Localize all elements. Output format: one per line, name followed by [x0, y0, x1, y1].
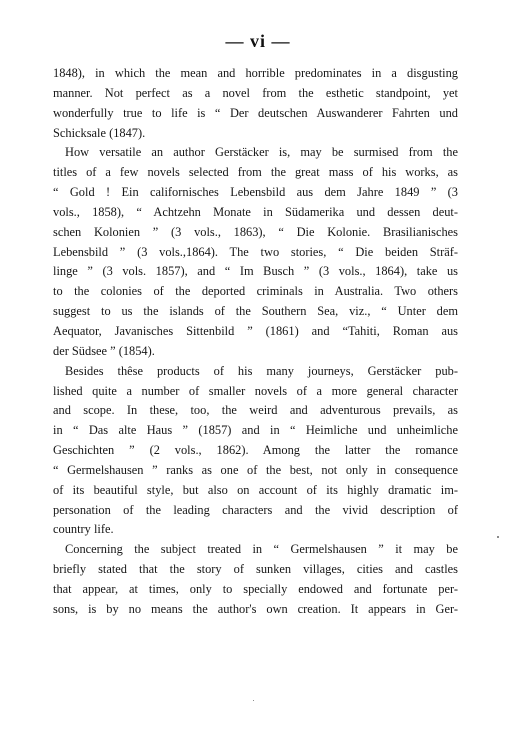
text-line: and scope. In these, too, the weird and adventurous prevails, as — [53, 403, 458, 418]
text-line: “ Germelshausen ” ranks as one of the best, not only in consequence — [53, 462, 458, 477]
text-line: lished quite a number of smaller novels of a more general character — [53, 383, 458, 398]
text-line: 1848), in which the mean and horrible predominates in a disgusting — [53, 66, 458, 80]
text-line: manner. Not perfect as a novel from the esthetic standpoint, yet — [53, 85, 458, 100]
paragraph — [53, 362, 458, 541]
text-line: country life. — [53, 522, 114, 537]
text-line: Geschichten ” (2 vols., 1862). Among the latter the romance — [53, 443, 458, 458]
text-line: Schicksale (1847). — [53, 125, 146, 140]
text-line: schen Kolonien ” (3 vols., 1863), “ Die Kolonie. Brasilianisches — [53, 224, 458, 239]
text-line: in “ Das alte Haus ” (1857) and in “ Heimliche und unheimliche — [53, 423, 458, 438]
text-line: titles of a few novels selected from the great mass of his works, as — [53, 165, 458, 180]
text-line: vols., 1858), “ Achtzehn Monate in Südamerika und dessen deut- — [53, 204, 458, 219]
text-line: linge ” (3 vols. 1857), and “ Im Busch ” (3 vols., 1864), take us — [53, 264, 458, 279]
paper-speck — [253, 700, 254, 701]
paragraph — [53, 143, 458, 361]
text-line: briefly stated that the story of sunken villages, cities and castles — [53, 562, 458, 577]
text-line: Concerning the subject treated in “ Germelshausen ” it may be — [65, 542, 458, 557]
text-line: “ Gold ! Ein californisches Lebensbild aus dem Jahre 1849 ” (3 — [53, 185, 458, 200]
text-line: How versatile an author Gerstäcker is, may be surmised from the — [65, 145, 458, 160]
text-line: Lebensbild ” (3 vols.,1864). The two stories, “ Die beiden Sträf- — [53, 244, 458, 259]
text-line: wonderfully true to life is “ Der deutschen Auswanderer Fahrten und — [53, 105, 458, 120]
text-line: der Südsee ” (1854). — [53, 343, 155, 358]
paragraph — [53, 540, 458, 619]
text-line: sons, is by no means the author's own creation. It appears in Ger- — [53, 601, 458, 616]
text-line: to the colonies of the deported criminals in Australia. Two others — [53, 284, 458, 299]
text-line: personation of the leading characters and the vivid description of — [53, 502, 458, 517]
page-number: — vi — — [225, 31, 291, 51]
paragraph — [53, 64, 458, 143]
text-line: that appear, at times, only to specially endowed and fortunate per- — [53, 581, 458, 596]
body-text — [53, 64, 458, 620]
text-line: Aequator, Javanisches Sittenbild ” (1861) and “Tahiti, Roman aus — [53, 323, 458, 338]
text-line: Besides thêse products of his many journeys, Gerstäcker pub- — [65, 363, 458, 378]
paper-speck — [497, 536, 499, 538]
text-line: of its beautiful style, but also on account of its highly dramatic im- — [53, 482, 458, 497]
text-line: suggest to us the islands of the Southern Sea, viz., “ Unter dem — [53, 304, 458, 319]
